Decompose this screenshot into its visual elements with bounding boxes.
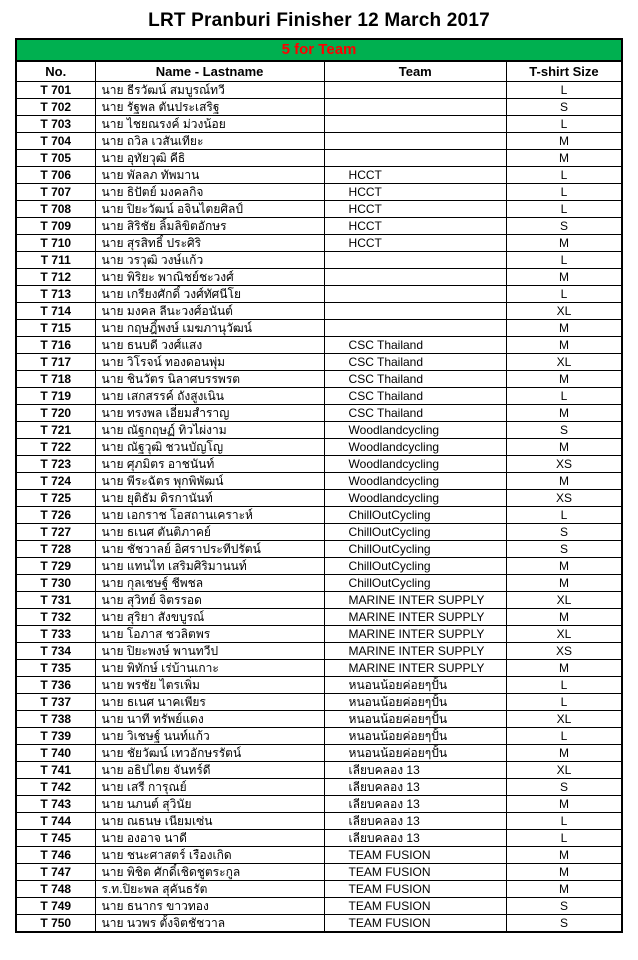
cell-size: M [506, 796, 622, 813]
cell-name: นาย กุลเชษฐ์ ชีพชล [95, 575, 324, 592]
cell-size: XL [506, 626, 622, 643]
cell-team: CSC Thailand [324, 388, 506, 405]
table-row [16, 286, 622, 303]
cell-size: L [506, 286, 622, 303]
table-row [16, 626, 622, 643]
table-row [16, 269, 622, 286]
column-header-no: No. [16, 61, 95, 82]
cell-size: L [506, 201, 622, 218]
cell-team: TEAM FUSION [324, 898, 506, 915]
cell-no: T 711 [16, 252, 95, 269]
table-row [16, 167, 622, 184]
cell-no: T 734 [16, 643, 95, 660]
cell-size: XS [506, 456, 622, 473]
table-row [16, 82, 622, 99]
table-row [16, 184, 622, 201]
cell-name: นาย ถวิล เวสันเทียะ [95, 133, 324, 150]
cell-name: นาย วรวุฒิ วงษ์แก้ว [95, 252, 324, 269]
cell-team: MARINE INTER SUPPLY [324, 643, 506, 660]
cell-name: นาย ณัฐกฤษฏ์ ทิวไผ่งาม [95, 422, 324, 439]
cell-no: T 729 [16, 558, 95, 575]
cell-name: นาย ชัชวาลย์ อิศราประทีปรัตน์ [95, 541, 324, 558]
cell-name: นาย ทรงพล เอี่ยมสำราญ [95, 405, 324, 422]
cell-name: นาย พิทักษ์ เร่บ้านเกาะ [95, 660, 324, 677]
table-row [16, 660, 622, 677]
cell-size: S [506, 541, 622, 558]
cell-team: TEAM FUSION [324, 915, 506, 933]
cell-team: หนอนน้อยค่อยๆปั้น [324, 711, 506, 728]
cell-size: M [506, 609, 622, 626]
cell-team: CSC Thailand [324, 354, 506, 371]
cell-size: S [506, 99, 622, 116]
cell-size: XL [506, 762, 622, 779]
cell-no: T 742 [16, 779, 95, 796]
cell-no: T 733 [16, 626, 95, 643]
cell-no: T 707 [16, 184, 95, 201]
table-row [16, 252, 622, 269]
cell-team: เลียบคลอง 13 [324, 796, 506, 813]
cell-size: M [506, 558, 622, 575]
cell-no: T 724 [16, 473, 95, 490]
cell-team: Woodlandcycling [324, 422, 506, 439]
cell-size: S [506, 915, 622, 933]
cell-name: นาย ชัยวัฒน์ เทวอักษรรัตน์ [95, 745, 324, 762]
cell-size: M [506, 439, 622, 456]
cell-name: นาย อธิปไตย จันทร์ดี [95, 762, 324, 779]
cell-no: T 709 [16, 218, 95, 235]
cell-team: หนอนน้อยค่อยๆปั้น [324, 694, 506, 711]
cell-team [324, 303, 506, 320]
cell-team [324, 99, 506, 116]
cell-name: นาย ปิยะวัฒน์ อจินไตยศิลป์ [95, 201, 324, 218]
table-row [16, 99, 622, 116]
cell-team: MARINE INTER SUPPLY [324, 660, 506, 677]
cell-team [324, 320, 506, 337]
page-title: LRT Pranburi Finisher 12 March 2017 [148, 10, 490, 31]
table-row [16, 133, 622, 150]
table-row [16, 779, 622, 796]
cell-team: TEAM FUSION [324, 847, 506, 864]
cell-team: ChillOutCycling [324, 558, 506, 575]
cell-size: XL [506, 303, 622, 320]
cell-size: M [506, 864, 622, 881]
cell-no: T 701 [16, 82, 95, 99]
table-row [16, 201, 622, 218]
cell-name: นาย พิชิต ศักดิ์เชิดชูตระกูล [95, 864, 324, 881]
cell-no: T 732 [16, 609, 95, 626]
cell-name: นาย รัฐพล ตันประเสริฐ [95, 99, 324, 116]
cell-size: XL [506, 711, 622, 728]
cell-team: HCCT [324, 201, 506, 218]
cell-no: T 748 [16, 881, 95, 898]
cell-size: L [506, 677, 622, 694]
cell-team [324, 286, 506, 303]
table-row [16, 405, 622, 422]
column-header-size: T-shirt Size [506, 61, 622, 82]
cell-team: ChillOutCycling [324, 575, 506, 592]
cell-no: T 741 [16, 762, 95, 779]
table-row [16, 524, 622, 541]
table-row [16, 337, 622, 354]
cell-name: นาย มงคล ลีนะวงศ์อนันต์ [95, 303, 324, 320]
table-row [16, 320, 622, 337]
cell-no: T 737 [16, 694, 95, 711]
table-row [16, 558, 622, 575]
cell-team [324, 82, 506, 99]
cell-name: นาย ณธนษ เนียมเซ่น [95, 813, 324, 830]
table-row [16, 354, 622, 371]
cell-no: T 727 [16, 524, 95, 541]
cell-size: M [506, 745, 622, 762]
cell-no: T 750 [16, 915, 95, 933]
cell-name: นาย พิริยะ พาณิชย์ชะวงศ์ [95, 269, 324, 286]
cell-no: T 731 [16, 592, 95, 609]
cell-size: L [506, 830, 622, 847]
cell-name: นาย ยุติธัม ดิรกานันท์ [95, 490, 324, 507]
table-row [16, 116, 622, 133]
table-row [16, 745, 622, 762]
cell-name: นาย ปิยะพงษ์ พานทวีป [95, 643, 324, 660]
cell-team: MARINE INTER SUPPLY [324, 626, 506, 643]
cell-size: L [506, 116, 622, 133]
cell-name: นาย เสรี การุณย์ [95, 779, 324, 796]
cell-name: นาย เกรียงศักดิ์ วงศ์ทัศนีโย [95, 286, 324, 303]
cell-name: นาย วิโรจน์ ทองดอนพุ่ม [95, 354, 324, 371]
cell-no: T 715 [16, 320, 95, 337]
table-row [16, 456, 622, 473]
cell-name: นาย นวพร ตั้งจิตชัชวาล [95, 915, 324, 933]
cell-size: XS [506, 490, 622, 507]
cell-team [324, 269, 506, 286]
cell-no: T 706 [16, 167, 95, 184]
cell-size: M [506, 660, 622, 677]
cell-no: T 703 [16, 116, 95, 133]
cell-no: T 723 [16, 456, 95, 473]
cell-no: T 704 [16, 133, 95, 150]
cell-size: L [506, 507, 622, 524]
cell-name: นาย นาที ทรัพย์แดง [95, 711, 324, 728]
cell-size: M [506, 847, 622, 864]
cell-team: ChillOutCycling [324, 507, 506, 524]
cell-name: นาย สุรสิทธิ์ ประศิริ [95, 235, 324, 252]
cell-team: Woodlandcycling [324, 439, 506, 456]
table-row [16, 575, 622, 592]
cell-name: นาย ธนากร ขาวทอง [95, 898, 324, 915]
cell-team: เลียบคลอง 13 [324, 813, 506, 830]
cell-no: T 718 [16, 371, 95, 388]
table-row [16, 864, 622, 881]
cell-team: ChillOutCycling [324, 541, 506, 558]
cell-size: M [506, 575, 622, 592]
cell-size: S [506, 218, 622, 235]
cell-size: L [506, 694, 622, 711]
cell-no: T 712 [16, 269, 95, 286]
cell-no: T 744 [16, 813, 95, 830]
cell-name: นาย นภนต์ สุวินัย [95, 796, 324, 813]
cell-size: M [506, 235, 622, 252]
cell-no: T 726 [16, 507, 95, 524]
cell-size: M [506, 337, 622, 354]
cell-name: นาย ไชยณรงค์ ม่วงน้อย [95, 116, 324, 133]
cell-team: TEAM FUSION [324, 864, 506, 881]
cell-name: นาย พรชัย ไตรเพิ่ม [95, 677, 324, 694]
cell-team: Woodlandcycling [324, 456, 506, 473]
cell-no: T 743 [16, 796, 95, 813]
cell-name: นาย กฤษฎิ์พงษ์ เมฆภานุวัฒน์ [95, 320, 324, 337]
cell-size: XS [506, 643, 622, 660]
table-row [16, 728, 622, 745]
cell-size: M [506, 405, 622, 422]
cell-no: T 730 [16, 575, 95, 592]
cell-team: หนอนน้อยค่อยๆปั้น [324, 745, 506, 762]
cell-name: นาย อุทัยวุฒิ คีธิ [95, 150, 324, 167]
cell-size: M [506, 133, 622, 150]
cell-name: นาย เสกสรรค์ ถังสูงเนิน [95, 388, 324, 405]
cell-size: S [506, 524, 622, 541]
table-row [16, 507, 622, 524]
cell-name: นาย พัลลภ ทัพมาน [95, 167, 324, 184]
table-row [16, 915, 622, 933]
cell-size: L [506, 167, 622, 184]
table-row [16, 218, 622, 235]
cell-name: นาย พีระฉัตร พุกพิพัฒน์ [95, 473, 324, 490]
table-row [16, 303, 622, 320]
table-row [16, 473, 622, 490]
table-row [16, 694, 622, 711]
column-header-name: Name - Lastname [95, 61, 324, 82]
cell-team: CSC Thailand [324, 337, 506, 354]
cell-no: T 740 [16, 745, 95, 762]
cell-team: TEAM FUSION [324, 881, 506, 898]
cell-name: นาย โอภาส ชวลิตพร [95, 626, 324, 643]
table-row [16, 813, 622, 830]
cell-no: T 745 [16, 830, 95, 847]
cell-no: T 722 [16, 439, 95, 456]
cell-size: S [506, 779, 622, 796]
cell-size: M [506, 371, 622, 388]
cell-name: ร.ท.ปิยะพล สุคันธรัต [95, 881, 324, 898]
cell-name: นาย ธีรวัฒน์ สมบูรณ์ทวี [95, 82, 324, 99]
table-row [16, 677, 622, 694]
table-row [16, 762, 622, 779]
table-row [16, 592, 622, 609]
cell-team: ChillOutCycling [324, 524, 506, 541]
cell-name: นาย ณัฐวุฒิ ชวนบัญโญ [95, 439, 324, 456]
cell-name: นาย ชนะศาสตร์ เรืองเกิด [95, 847, 324, 864]
table-row [16, 490, 622, 507]
cell-size: M [506, 320, 622, 337]
cell-team: HCCT [324, 218, 506, 235]
cell-size: L [506, 252, 622, 269]
table-row [16, 541, 622, 558]
cell-no: T 746 [16, 847, 95, 864]
column-header-team: Team [324, 61, 506, 82]
cell-name: นาย ชินวัตร นิลาศบรรพรต [95, 371, 324, 388]
cell-name: นาย ศุภมิตร อาชนันท์ [95, 456, 324, 473]
cell-name: นาย เอกราช โอสถานเคราะห์ [95, 507, 324, 524]
table-row [16, 847, 622, 864]
table-row [16, 830, 622, 847]
cell-no: T 719 [16, 388, 95, 405]
team-banner: 5 for Team [15, 38, 623, 60]
cell-team: หนอนน้อยค่อยๆปั้น [324, 677, 506, 694]
cell-size: L [506, 82, 622, 99]
cell-size: XL [506, 592, 622, 609]
cell-no: T 738 [16, 711, 95, 728]
cell-team: HCCT [324, 235, 506, 252]
cell-team: MARINE INTER SUPPLY [324, 592, 506, 609]
cell-name: นาย ธิปัตย์ มงคลกิจ [95, 184, 324, 201]
table-row [16, 150, 622, 167]
cell-size: XL [506, 354, 622, 371]
cell-size: M [506, 150, 622, 167]
cell-team: เลียบคลอง 13 [324, 830, 506, 847]
cell-team: CSC Thailand [324, 405, 506, 422]
table-row [16, 881, 622, 898]
cell-no: T 702 [16, 99, 95, 116]
cell-name: นาย วิเชษฐ์ นนท์แก้ว [95, 728, 324, 745]
cell-team [324, 150, 506, 167]
cell-no: T 721 [16, 422, 95, 439]
table-row [16, 235, 622, 252]
cell-team: เลียบคลอง 13 [324, 762, 506, 779]
cell-name: นาย สิริชัย ลิ้มลิขิตอักษร [95, 218, 324, 235]
finisher-table [15, 60, 623, 933]
table-row [16, 711, 622, 728]
cell-size: L [506, 184, 622, 201]
cell-no: T 710 [16, 235, 95, 252]
table-row [16, 422, 622, 439]
cell-team: HCCT [324, 167, 506, 184]
cell-no: T 717 [16, 354, 95, 371]
table-row [16, 388, 622, 405]
cell-name: นาย แทนไท เสริมศิริมานนท์ [95, 558, 324, 575]
cell-team [324, 116, 506, 133]
table-row [16, 796, 622, 813]
cell-team: Woodlandcycling [324, 473, 506, 490]
cell-no: T 735 [16, 660, 95, 677]
cell-no: T 713 [16, 286, 95, 303]
cell-size: M [506, 473, 622, 490]
cell-team [324, 252, 506, 269]
cell-name: นาย ธนบดี วงศ์แสง [95, 337, 324, 354]
cell-name: นาย สุวิทย์ จิตรรอด [95, 592, 324, 609]
cell-no: T 716 [16, 337, 95, 354]
cell-team: HCCT [324, 184, 506, 201]
cell-team [324, 133, 506, 150]
cell-name: นาย ธเนศ นาคเพียร [95, 694, 324, 711]
table-body [16, 82, 622, 933]
cell-team: Woodlandcycling [324, 490, 506, 507]
cell-team: หนอนน้อยค่อยๆปั้น [324, 728, 506, 745]
table-row [16, 898, 622, 915]
cell-name: นาย ธเนศ ตันติภาคย์ [95, 524, 324, 541]
cell-name: นาย สุริยา สังขบูรณ์ [95, 609, 324, 626]
table-row [16, 371, 622, 388]
cell-no: T 714 [16, 303, 95, 320]
cell-size: M [506, 881, 622, 898]
cell-no: T 739 [16, 728, 95, 745]
table-row [16, 643, 622, 660]
cell-no: T 725 [16, 490, 95, 507]
cell-size: L [506, 728, 622, 745]
cell-size: S [506, 422, 622, 439]
cell-no: T 720 [16, 405, 95, 422]
cell-size: L [506, 388, 622, 405]
cell-no: T 747 [16, 864, 95, 881]
cell-no: T 705 [16, 150, 95, 167]
table-row [16, 609, 622, 626]
cell-team: MARINE INTER SUPPLY [324, 609, 506, 626]
table-row [16, 439, 622, 456]
header-row [16, 61, 622, 82]
cell-no: T 708 [16, 201, 95, 218]
cell-team: เลียบคลอง 13 [324, 779, 506, 796]
cell-no: T 749 [16, 898, 95, 915]
cell-size: M [506, 269, 622, 286]
cell-size: L [506, 813, 622, 830]
cell-no: T 736 [16, 677, 95, 694]
cell-team: CSC Thailand [324, 371, 506, 388]
cell-size: S [506, 898, 622, 915]
cell-no: T 728 [16, 541, 95, 558]
cell-name: นาย องอาจ นาดี [95, 830, 324, 847]
